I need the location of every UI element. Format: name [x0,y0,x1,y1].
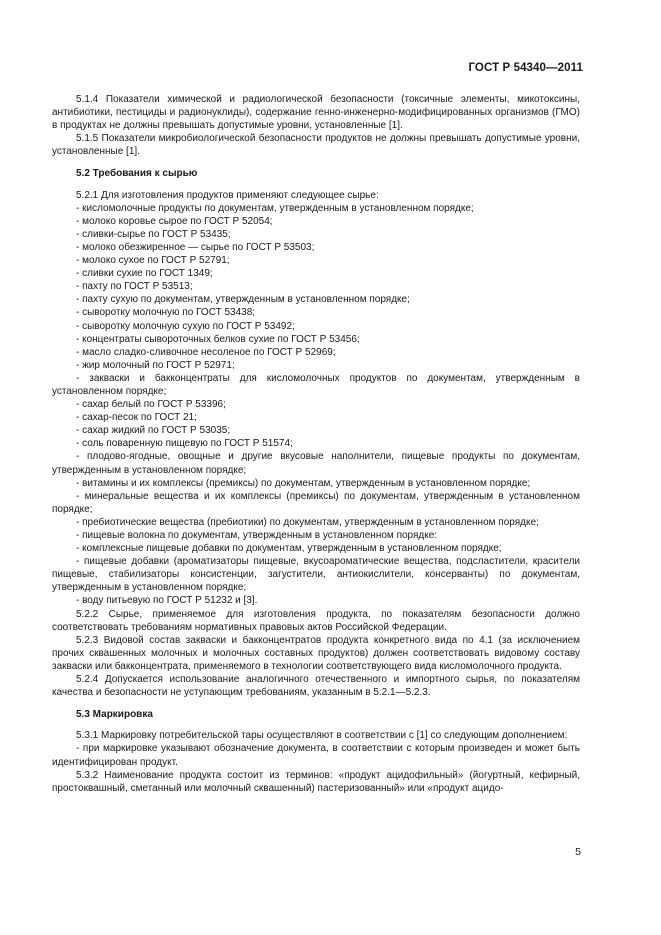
section-heading: 5.3 Маркировка [76,709,153,721]
section-heading: 5.2 Требования к сырью [76,168,198,180]
body-paragraph: - сыворотку молочную сухую по ГОСТ Р 53492; [76,320,295,332]
body-paragraph: - пищевые волокна по документам, утвержденным в установленном порядке: [76,530,438,541]
body-paragraph: 5.2.4 Допускается использование аналогичного отечественного и импортного сырья, по показателям качества и безопасности не уступающим требованиям, указанным в 5.2.1—5.2.3. [52,674,580,699]
body-paragraph: - молоко обезжиренное — сырье по ГОСТ Р 53503; [76,241,315,253]
body-paragraph: - молоко коровье сырое по ГОСТ Р 52054; [76,215,273,227]
body-paragraph: - пахту по ГОСТ Р 53513; [76,281,193,293]
body-paragraph: - сливки сухие по ГОСТ 1349; [76,268,213,280]
body-paragraph: - плодово-ягодные, овощные и другие вкусовые наполнители, пищевые продукты по документам, утвержденным в установленном порядке; [52,451,580,476]
body-paragraph: 5.3.2 Наименование продукта состоит из терминов: «продукт ацидофильный» (йогуртный, кефирный, простоквашный, сметанный или молочный сквашенный) пастеризованный» или «продукт ацидо- [52,769,580,794]
body-paragraph: 5.2.3 Видовой состав закваски и бакконцентратов продукта конкретного вида по 4.1 (за исключением прочих сквашенных молочных и молочных составных продуктов) должен соответствовать видовому составу закваски или бакконцентрата, применяемого в технологии соответствующего вида кисломолочного продукта. [52,634,580,672]
body-paragraph: - при маркировке указывают обозначение документа, в соответствии с которым произведен и может быть идентифицирован продукт. [52,743,580,768]
page-number: 5 [575,846,581,858]
body-paragraph: 5.1.5 Показатели микробиологической безопасности продуктов не должны превышать допустимые уровни, установленные [1]. [52,133,580,158]
body-paragraph: - масло сладко-сливочное несоленое по ГОСТ Р 52969; [76,346,336,358]
body-paragraph: - сахар жидкий по ГОСТ Р 53035; [76,425,231,437]
body-paragraph: - кисломолочные продукты по документам, утвержденным в установленном порядке; [76,202,474,214]
body-paragraph: - соль поваренную пищевую по ГОСТ Р 51574; [76,438,293,450]
body-paragraph: - витамины и их комплексы (премиксы) по документам, утвержденным в установленном порядке; [76,477,531,489]
body-paragraph: 5.2.2 Сырье, применяемое для изготовления продукта, по показателям безопасности должно соответствовать требованиям нормативных правовых актов Российской Федерации. [52,608,580,633]
body-paragraph: - сливки-сырье по ГОСТ Р 53435; [76,228,231,240]
body-paragraph: - сахар белый по ГОСТ Р 53396; [76,399,226,411]
body-paragraph: - закваски и бакконцентраты для кисломолочных продуктов по документам, утвержденным в установленном порядке; [52,372,580,397]
body-paragraph: - сыворотку молочную по ГОСТ 53438; [76,307,256,319]
body-paragraph: - минеральные вещества и их комплексы (премиксы) по документам, утвержденным в установленном порядке; [52,490,580,515]
body-paragraph: - молоко сухое по ГОСТ Р 52791; [76,255,230,267]
document-body [52,93,580,795]
body-paragraph: - пищевые добавки (ароматизаторы пищевые, вкусоароматические вещества, подсластители, красители пищевые, стабилизаторы консистенции, загустители, антиокислители, консерванты) по документам, утвержденным в установленном порядке; [52,556,580,594]
body-paragraph: - воду питьевую по ГОСТ Р 51232 и [3]. [76,595,258,607]
body-paragraph: 5.3.1 Маркировку потребительской тары осуществляют в соответствии с [1] со следующим дополнением: [76,730,568,742]
body-paragraph: 5.1.4 Показатели химической и радиологической безопасности (токсичные элементы, микотоксины, антибиотики, пестициды и радионуклиды), содержание генно-инженерно-модифицированных организмов (ГМО) в продуктах не должны превышать допустимые уровни, установленные [1]. [52,94,580,132]
body-paragraph: - комплексные пищевые добавки по документам, утвержденным в установленном порядке; [76,543,502,555]
body-paragraph: 5.2.1 Для изготовления продуктов применяют следующее сырье: [76,189,379,201]
body-paragraph: - пребиотические вещества (пребиотики) по документам, утвержденным в установленном порядке; [76,516,539,528]
document-code-header: ГОСТ Р 54340—2011 [468,62,583,74]
body-paragraph: - жир молочный по ГОСТ Р 52971; [76,359,235,371]
body-paragraph: - сахар-песок по ГОСТ 21; [76,412,197,424]
body-paragraph: - концентраты сывороточных белков сухие по ГОСТ Р 53456; [76,333,360,345]
body-paragraph: - пахту сухую по документам, утвержденным в установленном порядке; [76,294,410,306]
